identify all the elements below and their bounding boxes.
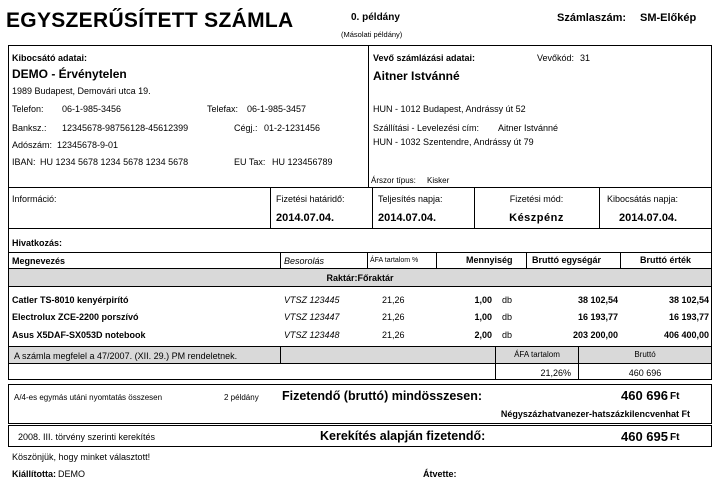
copy-number: 0. példány	[351, 12, 400, 23]
performance-date: 2014.07.04.	[378, 212, 437, 224]
payable-amount: 460 696	[621, 388, 668, 403]
price-type-label: Árszor típus:	[371, 176, 416, 185]
payment-method: Készpénz	[509, 212, 564, 224]
summary-gross-value: 460 696	[628, 368, 662, 378]
item-vat: 21,26	[382, 312, 405, 322]
buyer-name: Aitner Istvánné	[373, 69, 460, 83]
col-qty: Mennyiség	[466, 255, 513, 265]
shipping-label: Szállítási - Levelezési cím:	[373, 123, 480, 133]
seller-bank-label: Banksz.:	[12, 123, 47, 133]
copy-subtitle: (Másolati példány)	[341, 30, 403, 39]
received-by-label: Átvette:	[423, 469, 457, 479]
price-type: Kisker	[427, 176, 450, 185]
item-unit: db	[502, 312, 513, 322]
item-code: VTSZ 123448	[284, 330, 340, 340]
shipping-name: Aitner Istvánné	[498, 123, 559, 133]
rounding-law: 2008. III. törvény szerinti kerekítés	[18, 432, 156, 442]
item-unit-price: 16 193,77	[577, 312, 618, 322]
rounded-label: Kerekítés alapján fizetendő:	[320, 429, 486, 443]
seller-eu-tax-label: EU Tax:	[234, 157, 266, 167]
seller-eu-tax: HU 123456789	[272, 157, 333, 167]
payable-currency: Ft	[670, 391, 680, 402]
seller-tax: 12345678-9-01	[57, 140, 119, 150]
col-total: Bruttó érték	[640, 255, 692, 265]
item-name: Asus X5DAF-SX053D notebook	[12, 330, 146, 340]
item-total: 16 193,77	[668, 312, 709, 322]
legal-note: A számla megfelel a 47/2007. (XII. 29.) PM rendeletnek.	[14, 351, 238, 361]
item-unit-price: 203 200,00	[572, 330, 618, 340]
thanks-note: Köszönjük, hogy minket választott!	[12, 452, 151, 462]
performance-date-label: Teljesítés napja:	[378, 194, 443, 204]
invoice-number: SM-Előkép	[640, 12, 697, 24]
issued-by: DEMO	[58, 469, 85, 479]
seller-section-label: Kibocsátó adatai:	[12, 53, 88, 63]
seller-phone-label: Telefon:	[12, 104, 44, 114]
shipping-address: HUN - 1032 Szentendre, Andrássy út 79	[373, 137, 534, 147]
item-vat: 21,26	[382, 295, 405, 305]
issued-by-label: Kiállította:	[12, 469, 56, 479]
item-vat: 21,26	[382, 330, 405, 340]
seller-phone: 06-1-985-3456	[62, 104, 122, 114]
seller-fax-label: Telefax:	[207, 104, 239, 114]
invoice-title: EGYSZERŰSÍTETT SZÁMLA	[6, 9, 294, 32]
item-code: VTSZ 123445	[284, 295, 340, 305]
buyer-section-label: Vevő számlázási adatai:	[373, 53, 476, 63]
item-qty: 2,00	[474, 330, 492, 340]
seller-name: DEMO - Érvénytelen	[12, 67, 127, 81]
amount-in-words: Négyszázhatvanezer-hatszázkilencvenhat Ft	[500, 409, 690, 419]
summary-vat-value: 21,26%	[540, 368, 571, 378]
buyer-code-label: Vevőkód:	[537, 53, 575, 63]
due-date-label: Fizetési határidő:	[276, 194, 345, 204]
item-code: VTSZ 123447	[284, 312, 340, 322]
buyer-code: 31	[580, 53, 591, 63]
item-unit: db	[502, 295, 513, 305]
col-besorolas: Besorolás	[284, 256, 325, 266]
payment-method-label: Fizetési mód:	[509, 194, 564, 204]
seller-iban-label: IBAN:	[12, 157, 36, 167]
seller-fax: 06-1-985-3457	[247, 104, 307, 114]
item-total: 406 400,00	[663, 330, 709, 340]
col-vat: ÁFA tartalom %	[370, 257, 419, 264]
reference-label: Hivatkozás:	[12, 238, 63, 248]
col-unit-price: Bruttó egységár	[532, 255, 602, 265]
seller-company-reg-label: Cégj.:	[234, 123, 258, 133]
payable-label: Fizetendő (bruttó) mindösszesen:	[282, 389, 482, 403]
item-name: Electrolux ZCE-2200 porszívó	[12, 312, 139, 322]
item-unit-price: 38 102,54	[577, 295, 618, 305]
item-unit: db	[502, 330, 513, 340]
seller-address: 1989 Budapest, Demovári utca 19.	[12, 86, 151, 96]
seller-iban: HU 1234 5678 1234 5678 1234 5678	[40, 157, 189, 167]
invoice-number-label: Számlaszám:	[557, 12, 627, 24]
item-qty: 1,00	[474, 312, 492, 322]
print-note: A/4-es egymás utáni nyomtatás összesen	[14, 393, 163, 402]
summary-gross-header: Bruttó	[634, 350, 656, 359]
col-name: Megnevezés	[12, 256, 66, 266]
seller-company-reg: 01-2-1231456	[264, 123, 321, 133]
info-label: Információ:	[12, 194, 57, 204]
seller-tax-label: Adószám:	[12, 140, 53, 150]
item-total: 38 102,54	[668, 295, 709, 305]
issue-date-label: Kibocsátás napja:	[607, 194, 679, 204]
item-qty: 1,00	[474, 295, 492, 305]
summary-vat-header: ÁFA tartalom	[514, 350, 560, 359]
rounded-amount: 460 695	[621, 429, 668, 444]
issue-date: 2014.07.04.	[619, 212, 678, 224]
copies-count: 2 példány	[224, 393, 259, 402]
item-name: Catler TS-8010 kenyérpirító	[12, 295, 129, 305]
due-date: 2014.07.04.	[276, 212, 335, 224]
seller-bank: 12345678-98756128-45612399	[62, 123, 189, 133]
warehouse-label: Raktár:Főraktár	[326, 273, 394, 283]
buyer-address: HUN - 1012 Budapest, Andrássy út 52	[373, 104, 526, 114]
rounded-currency: Ft	[670, 432, 680, 443]
